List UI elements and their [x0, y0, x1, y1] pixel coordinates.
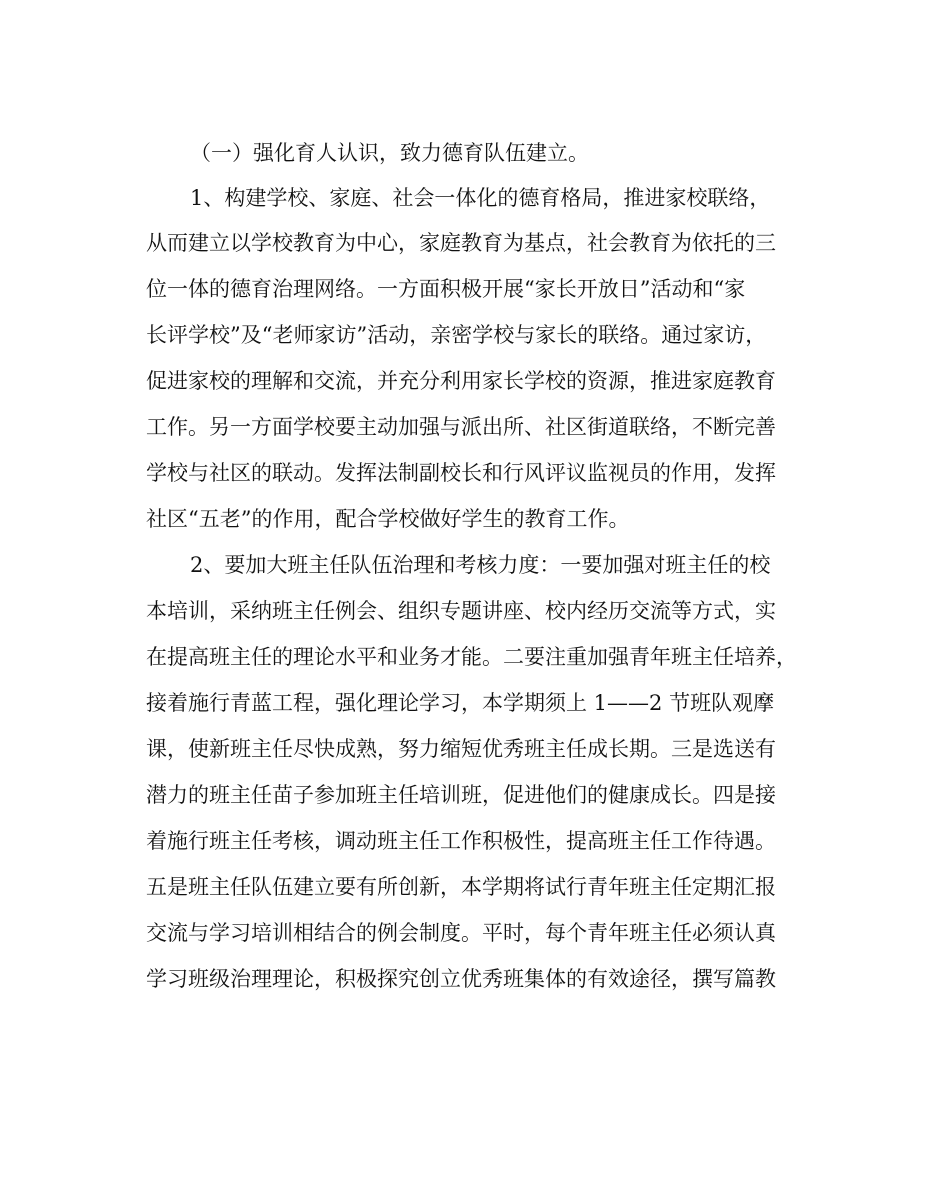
section-heading: （一）强化育人认识，致力德育队伍建立。 — [190, 141, 589, 165]
paragraph-2-line-7: 着施行班主任考核，调动班主任工作积极性，提高班主任工作待遇。 — [146, 829, 776, 853]
paragraph-1-line-4: 长评学校”及“老师家访”活动，亲密学校与家长的联络。通过家访， — [146, 323, 767, 347]
paragraph-1-line-5: 促进家校的理解和交流，并充分利用家长学校的资源，推进家庭教育 — [146, 369, 776, 393]
paragraph-2-line-1: 2、要加大班主任队伍治理和考核力度：一要加强对班主任的校 — [190, 553, 771, 577]
paragraph-1-line-7: 学校与社区的联动。发挥法制副校长和行风评议监视员的作用，发挥 — [146, 461, 776, 485]
paragraph-1-line-8: 社区“五老”的作用，配合学校做好学生的教育工作。 — [146, 507, 630, 531]
paragraph-2-line-4: 接着施行青蓝工程，强化理论学习，本学期须上 1——2 节班队观摩 — [146, 691, 775, 715]
paragraph-1-line-3: 位一体的德育治理网络。一方面积极开展“家长开放日”活动和“家 — [146, 277, 746, 301]
paragraph-2-line-2: 本培训，采纳班主任例会、组织专题讲座、校内经历交流等方式，实 — [146, 599, 776, 623]
paragraph-2-line-10: 学习班级治理理论，积极探究创立优秀班集体的有效途径，撰写篇教 — [146, 967, 776, 991]
paragraph-2-line-5: 课，使新班主任尽快成熟，努力缩短优秀班主任成长期。三是选送有 — [146, 737, 776, 761]
paragraph-2-line-6: 潜力的班主任苗子参加班主任培训班，促进他们的健康成长。四是接 — [146, 783, 776, 807]
paragraph-1-line-1: 1、构建学校、家庭、社会一体化的德育格局，推进家校联络， — [190, 186, 771, 210]
paragraph-2-line-9: 交流与学习培训相结合的例会制度。平时，每个青年班主任必须认真 — [146, 921, 776, 945]
paragraph-1-line-2: 从而建立以学校教育为中心，家庭教育为基点，社会教育为依托的三 — [146, 231, 776, 255]
paragraph-1-line-6: 工作。另一方面学校要主动加强与派出所、社区街道联络，不断完善 — [146, 415, 776, 439]
paragraph-2-line-8: 五是班主任队伍建立要有所创新，本学期将试行青年班主任定期汇报 — [146, 875, 776, 899]
paragraph-2-line-3: 在提高班主任的理论水平和业务才能。二要注重加强青年班主任培养， — [146, 645, 797, 669]
